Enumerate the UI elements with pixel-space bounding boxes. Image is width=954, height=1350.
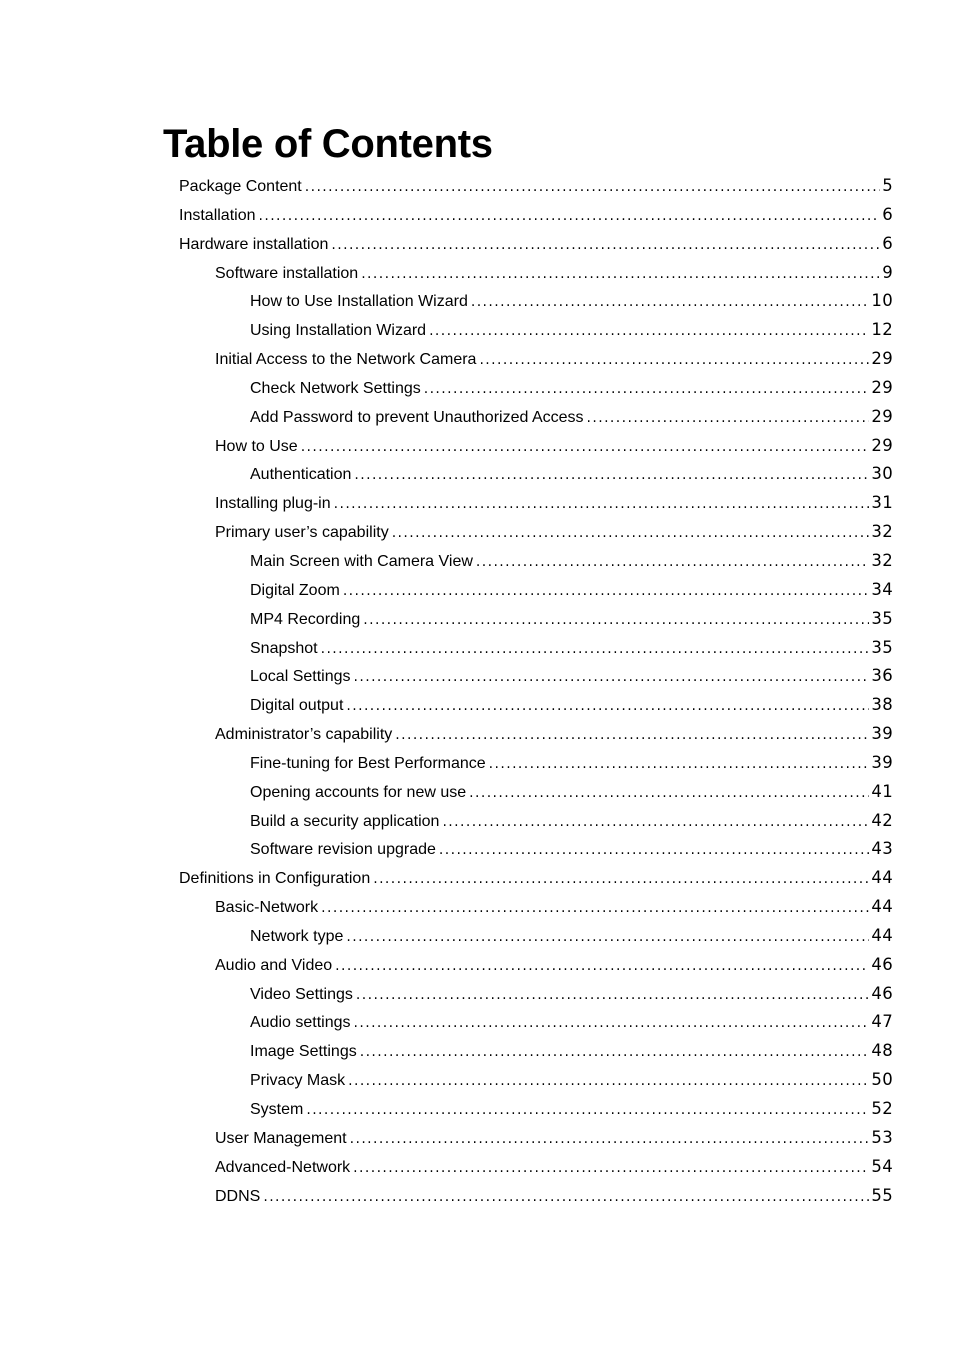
toc-dot-leader: [331, 231, 880, 259]
toc-entry-label: Software revision upgrade: [250, 841, 436, 859]
toc-entry-label: Hardware installation: [179, 235, 329, 253]
toc-dot-leader: [361, 260, 880, 288]
toc-dot-leader: [429, 317, 869, 345]
toc-entry-page-number: 54: [871, 1156, 893, 1176]
toc-dot-leader: [353, 1154, 869, 1182]
toc-entry[interactable]: [250, 576, 893, 605]
toc-dot-leader: [356, 981, 870, 1009]
toc-entry[interactable]: [250, 1037, 893, 1066]
toc-dot-leader: [348, 1067, 869, 1095]
toc-entry-label: Advanced-Network: [215, 1158, 351, 1176]
toc-entry-page-number: 46: [871, 954, 893, 974]
toc-entry[interactable]: [250, 922, 893, 951]
toc-entry[interactable]: [250, 634, 893, 663]
toc-entry-page-number: 29: [871, 435, 893, 455]
toc-entry[interactable]: [179, 864, 893, 893]
toc-entry[interactable]: [250, 374, 893, 403]
toc-entry-label: Initial Access to the Network Camera: [215, 351, 477, 369]
toc-entry-label: MP4 Recording: [250, 610, 361, 628]
toc-dot-leader: [343, 577, 870, 605]
toc-entry[interactable]: [215, 1153, 893, 1182]
toc-dot-leader: [442, 808, 869, 836]
toc-entry-label: Local Settings: [250, 668, 351, 686]
toc-entry-label: Video Settings: [250, 985, 353, 1003]
toc-entry-page-number: 35: [871, 608, 893, 628]
toc-entry[interactable]: [250, 316, 893, 345]
toc-dot-leader: [346, 692, 869, 720]
toc-entry-page-number: 47: [871, 1012, 893, 1032]
toc-dot-leader: [395, 721, 869, 749]
toc-dot-leader: [354, 1009, 870, 1037]
toc-entry-page-number: 38: [871, 695, 893, 715]
toc-entry-label: System: [250, 1101, 304, 1118]
toc-entry-label: Package Content: [179, 178, 302, 195]
toc-entry[interactable]: [179, 172, 893, 201]
toc-entry[interactable]: [250, 403, 893, 432]
toc-entry-page-number: 36: [871, 666, 893, 686]
toc-entry[interactable]: [250, 460, 893, 489]
toc-entry-page-number: 35: [871, 637, 893, 657]
toc-dot-leader: [306, 1096, 869, 1124]
toc-entry-label: Using Installation Wizard: [250, 322, 427, 340]
toc-entry-page-number: 29: [871, 377, 893, 397]
toc-dot-leader: [392, 519, 870, 547]
toc-entry-label: Image Settings: [250, 1043, 357, 1061]
toc-entry-label: Digital output: [250, 697, 344, 715]
toc-entry[interactable]: [250, 1095, 893, 1124]
toc-entry-label: Authentication: [250, 466, 352, 484]
toc-dot-leader: [424, 375, 870, 403]
toc-entry[interactable]: [215, 345, 893, 374]
toc-entry-label: Administrator’s capability: [215, 726, 393, 744]
toc-dot-leader: [476, 548, 869, 576]
toc-entry[interactable]: [250, 807, 893, 836]
toc-dot-leader: [263, 1183, 869, 1211]
toc-entry-label: Opening accounts for new use: [250, 783, 467, 801]
toc-entry[interactable]: [250, 287, 893, 316]
toc-dot-leader: [346, 923, 869, 951]
toc-entry[interactable]: [250, 1066, 893, 1095]
toc-entry[interactable]: [215, 720, 893, 749]
toc-entry[interactable]: [215, 1124, 893, 1153]
toc-entry-page-number: 12: [871, 320, 893, 340]
toc-entry-page-number: 30: [871, 464, 893, 484]
toc-entry-page-number: 42: [871, 810, 893, 830]
toc-list: [0, 172, 954, 1210]
toc-dot-leader: [373, 865, 869, 893]
toc-entry[interactable]: [250, 980, 893, 1009]
toc-dot-leader: [587, 404, 870, 432]
toc-entry-label: Audio and Video: [215, 956, 333, 974]
toc-entry-page-number: 32: [871, 550, 893, 570]
toc-dot-leader: [335, 952, 869, 980]
toc-entry-label: Main Screen with Camera View: [250, 552, 473, 570]
toc-entry-page-number: 6: [882, 233, 893, 253]
toc-entry[interactable]: [215, 951, 893, 980]
toc-entry-page-number: 50: [871, 1070, 893, 1090]
toc-entry-page-number: 46: [871, 983, 893, 1003]
toc-entry-page-number: 55: [871, 1185, 893, 1205]
toc-dot-leader: [354, 461, 869, 489]
toc-entry[interactable]: [250, 605, 893, 634]
toc-entry-label: Basic-Network: [215, 899, 319, 917]
toc-entry-label: Fine-tuning for Best Performance: [250, 754, 486, 772]
toc-entry[interactable]: [250, 1008, 893, 1037]
toc-entry-label: How to Use: [215, 437, 298, 455]
toc-entry[interactable]: [250, 835, 893, 864]
toc-entry-page-number: 29: [871, 349, 893, 369]
toc-entry-page-number: 10: [871, 291, 893, 311]
toc-dot-leader: [479, 346, 869, 374]
toc-dot-leader: [439, 836, 870, 864]
toc-entry-label: How to Use Installation Wizard: [250, 293, 468, 311]
toc-entry-label: Installing plug-in: [215, 495, 331, 513]
toc-dot-leader: [350, 1125, 870, 1153]
toc-entry-page-number: 44: [871, 897, 893, 917]
toc-entry[interactable]: [250, 662, 893, 691]
toc-entry-page-number: 41: [871, 781, 893, 801]
toc-entry-page-number: 29: [871, 406, 893, 426]
toc-entry-label: Snapshot: [250, 639, 318, 657]
toc-entry-page-number: 39: [871, 752, 893, 772]
toc-entry-label: Digital Zoom: [250, 581, 340, 599]
toc-entry[interactable]: [250, 691, 893, 720]
toc-entry-page-number: 9: [882, 262, 893, 282]
toc-entry[interactable]: [250, 749, 893, 778]
toc-entry-label: Definitions in Configuration: [179, 870, 371, 888]
toc-entry-page-number: 44: [871, 868, 893, 888]
toc-dot-leader: [363, 606, 869, 634]
toc-dot-leader: [334, 490, 870, 518]
page-title: Table of Contents: [163, 122, 493, 166]
toc-entry[interactable]: [250, 778, 893, 807]
toc-entry-page-number: 48: [871, 1041, 893, 1061]
toc-entry-label: Check Network Settings: [250, 379, 421, 397]
toc-dot-leader: [489, 750, 870, 778]
toc-dot-leader: [469, 779, 869, 807]
toc-entry-page-number: 39: [871, 724, 893, 744]
toc-entry-page-number: 34: [871, 579, 893, 599]
toc-entry-page-number: 32: [871, 522, 893, 542]
toc-entry[interactable]: [215, 489, 893, 518]
toc-entry[interactable]: [179, 230, 893, 259]
toc-entry[interactable]: [179, 201, 893, 230]
toc-entry[interactable]: [215, 1182, 893, 1211]
toc-entry-page-number: 43: [871, 839, 893, 859]
toc-entry[interactable]: [215, 259, 893, 288]
toc-entry-label: Build a security application: [250, 812, 440, 830]
toc-dot-leader: [259, 202, 881, 230]
toc-entry-label: Audio settings: [250, 1014, 351, 1032]
toc-entry-label: Add Password to prevent Unauthorized Access: [250, 408, 584, 426]
toc-dot-leader: [321, 894, 869, 922]
toc-entry-page-number: 5: [882, 176, 893, 195]
toc-entry-label: Primary user’s capability: [215, 524, 389, 542]
toc-entry-label: Software installation: [215, 264, 359, 282]
toc-entry-page-number: 31: [871, 493, 893, 513]
toc-entry-label: Privacy Mask: [250, 1072, 346, 1090]
toc-entry-label: Network type: [250, 927, 344, 945]
toc-dot-leader: [360, 1038, 870, 1066]
toc-dot-leader: [471, 288, 870, 316]
toc-entry-label: DDNS: [215, 1187, 261, 1205]
toc-entry-page-number: 6: [882, 204, 893, 224]
toc-dot-leader: [321, 635, 870, 663]
toc-dot-leader: [301, 433, 870, 461]
toc-entry[interactable]: [250, 547, 893, 576]
toc-dot-leader: [354, 663, 870, 691]
toc-entry[interactable]: [215, 432, 893, 461]
toc-entry[interactable]: [215, 893, 893, 922]
toc-entry-label: Installation: [179, 206, 256, 224]
toc-entry-page-number: 44: [871, 925, 893, 945]
toc-entry-page-number: 53: [871, 1127, 893, 1147]
toc-entry[interactable]: [215, 518, 893, 547]
toc-entry-label: User Management: [215, 1129, 347, 1147]
toc-dot-leader: [305, 173, 880, 201]
toc-entry-page-number: 52: [871, 1099, 893, 1118]
